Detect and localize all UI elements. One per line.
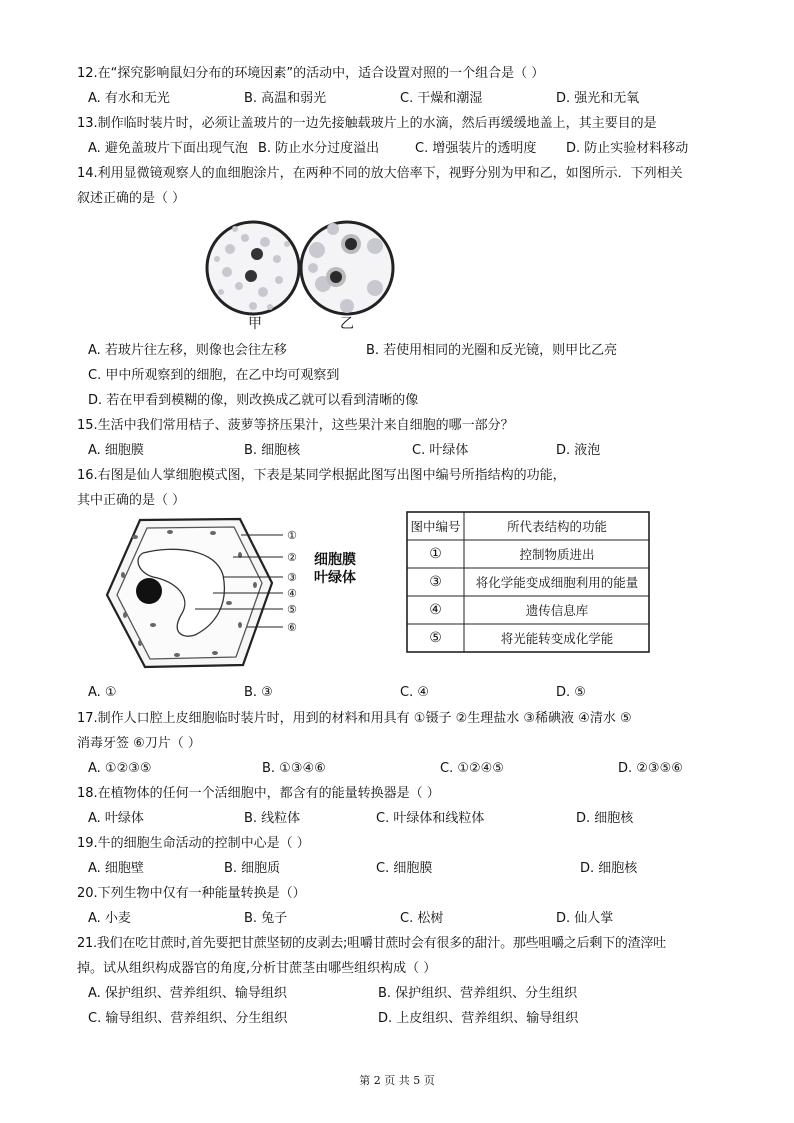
microscope-views-figure — [205, 214, 395, 336]
q16-option-b: B. ③ — [244, 685, 273, 700]
question-16-stem-1: 16.右图是仙人掌细胞模式图，下表是某同学根据此图写出图中编号所指结构的功能， — [77, 468, 566, 483]
q20-option-b: B. 兔子 — [244, 911, 288, 926]
q15-option-a: A. 细胞膜 — [88, 443, 144, 458]
q14-option-d: D. 若在甲看到模糊的像，则改换成乙就可以看到清晰的像 — [88, 393, 419, 408]
table-row-4-function: 将光能转变成化学能 — [500, 631, 614, 646]
page-footer: 第 2 页 共 5 页 — [359, 1074, 435, 1087]
q17-option-a: A. ①②③⑤ — [88, 761, 152, 776]
q14-option-a: A. 若玻片往左移，则像也会往左移 — [88, 343, 287, 358]
view-label-yi: 乙 — [340, 316, 354, 332]
q13-option-c: C. 增强装片的透明度 — [415, 141, 537, 156]
question-21-stem-1: 21.我们在吃甘蔗时,首先要把甘蔗坚韧的皮剥去;咀嚼甘蔗时会有很多的甜汁。那些咀嚼之后剩下的渣滓吐 — [77, 936, 666, 951]
question-17-stem-1: 17.制作人口腔上皮细胞临时装片时，用到的材料和用具有 ①镊子 ②生理盐水 ③稀碘液 ④清水 ⑤ — [77, 711, 632, 726]
q21-option-d: D. 上皮组织、营养组织、输导组织 — [378, 1011, 579, 1026]
q14-option-c: C. 甲中所观察到的细胞，在乙中均可观察到 — [88, 368, 340, 383]
diagram-label-chloroplast: 叶绿体 — [314, 570, 356, 586]
question-13-stem: 13.制作临时装片时，必须让盖玻片的一边先接触载玻片上的水滴，然后再缓缓地盖上，其主要目的是 — [77, 116, 657, 131]
question-17-stem-2: 消毒牙签 ⑥刀片（ ） — [77, 736, 201, 751]
question-20-stem: 20.下列生物中仅有一种能量转换是（） — [77, 886, 306, 901]
q12-option-a: A. 有水和无光 — [88, 91, 170, 106]
q18-option-b: B. 线粒体 — [244, 811, 301, 826]
diagram-number-1: ① — [287, 529, 297, 542]
q21-option-a: A. 保护组织、营养组织、输导组织 — [88, 986, 287, 1001]
table-row-3-number: ④ — [429, 602, 442, 618]
q15-option-b: B. 细胞核 — [244, 443, 301, 458]
diagram-number-4: ④ — [287, 587, 297, 600]
diagram-label-cell-membrane: 细胞膜 — [314, 552, 356, 568]
table-row-3-function: 遗传信息库 — [525, 603, 589, 618]
table-header-function: 所代表结构的功能 — [506, 519, 607, 534]
diagram-number-5: ⑤ — [287, 603, 297, 616]
q21-option-c: C. 输导组织、营养组织、分生组织 — [88, 1011, 288, 1026]
table-row-2-number: ③ — [429, 574, 442, 590]
q21-option-b: B. 保护组织、营养组织、分生组织 — [378, 986, 578, 1001]
q17-option-c: C. ①②④⑤ — [440, 761, 504, 776]
diagram-number-2: ② — [287, 551, 297, 564]
q20-option-a: A. 小麦 — [88, 911, 131, 926]
q16-option-a: A. ① — [88, 685, 117, 700]
q19-option-a: A. 细胞壁 — [88, 861, 144, 876]
table-header-number: 图中编号 — [410, 519, 461, 534]
q15-option-c: C. 叶绿体 — [412, 443, 469, 458]
q14-option-b: B. 若使用相同的光圈和反光镜，则甲比乙亮 — [366, 343, 618, 358]
q13-option-d: D. 防止实验材料移动 — [566, 141, 689, 156]
table-row-4-number: ⑤ — [429, 630, 442, 646]
q12-option-d: D. 强光和无氧 — [556, 91, 640, 106]
q12-option-b: B. 高温和弱光 — [244, 91, 327, 106]
q20-option-d: D. 仙人掌 — [556, 911, 614, 926]
q19-option-c: C. 细胞膜 — [376, 861, 433, 876]
q16-option-d: D. ⑤ — [556, 685, 586, 700]
diagram-number-6: ⑥ — [287, 621, 297, 634]
q13-option-a: A. 避免盖玻片下面出现气泡 — [88, 141, 248, 156]
table-row-1-number: ① — [429, 546, 442, 562]
question-21-stem-2: 掉。试从组织构成器官的角度,分析甘蔗茎由哪些组织构成（ ） — [77, 961, 437, 976]
question-15-stem: 15.生活中我们常用桔子、菠萝等挤压果汁，这些果汁来自细胞的哪一部分？ — [77, 418, 514, 433]
q20-option-c: C. 松树 — [400, 911, 444, 926]
diagram-number-3: ③ — [287, 571, 297, 584]
q19-option-b: B. 细胞质 — [224, 861, 281, 876]
cactus-cell-diagram — [95, 515, 320, 675]
table-row-1-function: 控制物质进出 — [519, 547, 595, 562]
table-row-2-function: 将化学能变成细胞利用的能量 — [475, 575, 639, 590]
view-label-jia: 甲 — [248, 316, 262, 332]
q15-option-d: D. 液泡 — [556, 443, 601, 458]
q17-option-b: B. ①③④⑥ — [262, 761, 326, 776]
question-14-stem-1: 14.利用显微镜观察人的血细胞涂片，在两种不同的放大倍率下，视野分别为甲和乙，如图所示．下列相关 — [77, 166, 683, 181]
q17-option-d: D. ②③⑤⑥ — [618, 761, 683, 776]
question-16-stem-2: 其中正确的是（ ） — [77, 493, 186, 508]
q13-option-b: B. 防止水分过度溢出 — [258, 141, 380, 156]
question-18-stem: 18.在植物体的任何一个活细胞中，都含有的能量转换器是（ ） — [77, 786, 440, 801]
q16-option-c: C. ④ — [400, 685, 429, 700]
question-14-stem-2: 叙述正确的是（ ） — [77, 191, 186, 206]
view-jia — [207, 222, 299, 314]
q18-option-a: A. 叶绿体 — [88, 811, 144, 826]
q19-option-d: D. 细胞核 — [580, 861, 638, 876]
q12-option-c: C. 干燥和潮湿 — [400, 91, 483, 106]
question-19-stem: 19.牛的细胞生命活动的控制中心是（ ） — [77, 836, 310, 851]
view-yi — [301, 222, 393, 314]
question-12-stem: 12.在“探究影响鼠妇分布的环境因素”的活动中，适合设置对照的一个组合是（ ） — [77, 66, 545, 81]
q18-option-c: C. 叶绿体和线粒体 — [376, 811, 485, 826]
q18-option-d: D. 细胞核 — [576, 811, 634, 826]
